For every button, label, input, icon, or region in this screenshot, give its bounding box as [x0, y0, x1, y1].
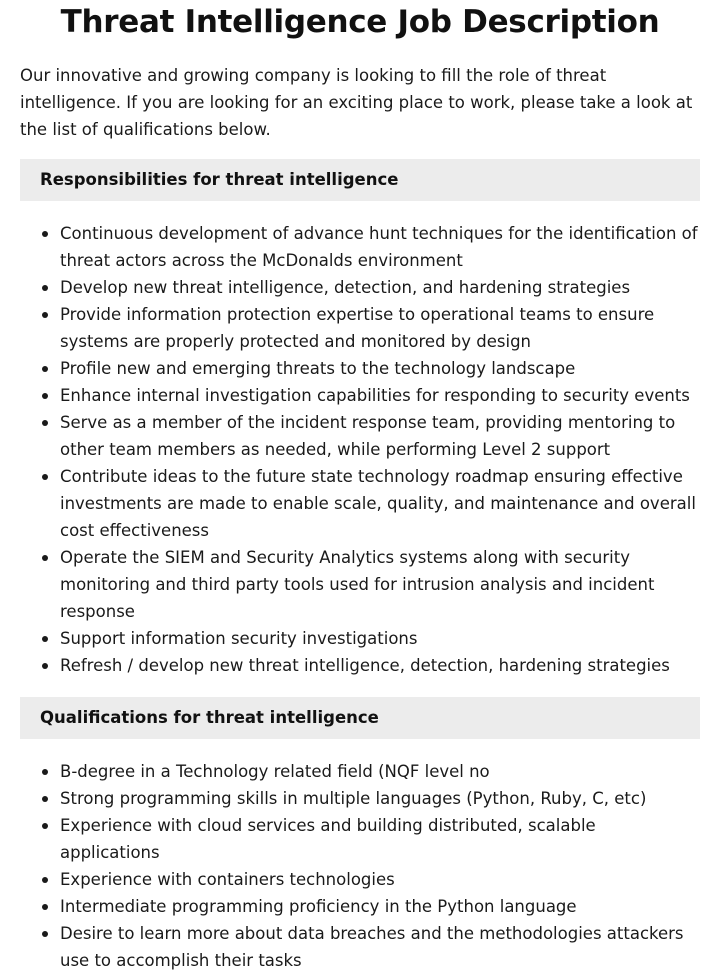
list-item: Desire to learn more about data breaches and the methodologies attackers use to accomplish their tasks — [20, 920, 700, 974]
list-item: B-degree in a Technology related field (NQF level no — [20, 758, 700, 785]
list-item: Support information security investigations — [20, 625, 700, 652]
list-item: Contribute ideas to the future state technology roadmap ensuring effective investments are made to enable scale, quality, and maintenance and overall cost effectiveness — [20, 463, 700, 544]
list-item: Experience with containers technologies — [20, 866, 700, 893]
list-item: Continuous development of advance hunt techniques for the identification of threat actors across the McDonalds environment — [20, 220, 700, 274]
list-item: Experience with cloud services and building distributed, scalable applications — [20, 812, 700, 866]
responsibilities-list — [20, 220, 700, 679]
list-item: Develop new threat intelligence, detection, and hardening strategies — [20, 274, 700, 301]
intro-paragraph: Our innovative and growing company is looking to fill the role of threat intelligence. If you are looking for an exciting place to work, please take a look at the list of qualifications below. — [20, 66, 693, 139]
responsibilities-heading: Responsibilities for threat intelligence — [20, 159, 700, 201]
list-item: Refresh / develop new threat intelligence, detection, hardening strategies — [20, 652, 700, 679]
page-title: Threat Intelligence Job Description — [60, 4, 660, 40]
list-item: Operate the SIEM and Security Analytics systems along with security monitoring and third party tools used for intrusion analysis and incident response — [20, 544, 700, 625]
qualifications-list — [20, 758, 700, 974]
list-item: Serve as a member of the incident response team, providing mentoring to other team members as needed, while performing Level 2 support — [20, 409, 700, 463]
list-item: Strong programming skills in multiple languages (Python, Ruby, C, etc) — [20, 785, 700, 812]
list-item: Intermediate programming proficiency in the Python language — [20, 893, 700, 920]
list-item: Profile new and emerging threats to the technology landscape — [20, 355, 700, 382]
list-item: Provide information protection expertise to operational teams to ensure systems are properly protected and monitored by design — [20, 301, 700, 355]
qualifications-heading: Qualifications for threat intelligence — [20, 697, 700, 739]
list-item: Enhance internal investigation capabilities for responding to security events — [20, 382, 700, 409]
